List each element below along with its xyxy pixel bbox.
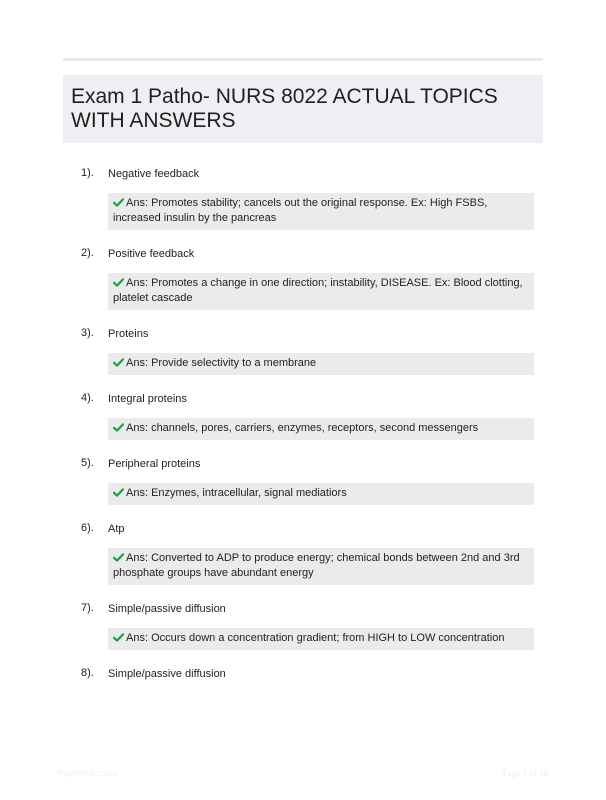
question-item-7 xyxy=(63,601,543,650)
question-text: Simple/passive diffusion xyxy=(108,603,226,615)
answer-text: Ans: Provide selectivity to a membrane xyxy=(126,357,317,369)
checkmark-icon xyxy=(113,358,124,367)
answer-text: Ans: Occurs down a concentration gradient; from HIGH to LOW concentration xyxy=(126,632,505,644)
question-item-1 xyxy=(63,166,543,230)
question-item-5 xyxy=(63,456,543,505)
footer-watermark: Paperfinic.com xyxy=(58,768,118,778)
answer-box xyxy=(108,483,534,505)
question-item-2 xyxy=(63,246,543,310)
top-divider xyxy=(63,58,543,61)
question-number: 8). xyxy=(81,667,94,679)
page-title: Exam 1 Patho- NURS 8022 ACTUAL TOPICS WITH ANSWERS xyxy=(71,85,498,132)
question-item-4 xyxy=(63,391,543,440)
question-text: Negative feedback xyxy=(108,168,200,180)
answer-text: Ans: Promotes stability; cancels out the original response. Ex: High FSBS, increased insulin by the pancreas xyxy=(113,197,488,224)
answer-box xyxy=(108,628,534,650)
checkmark-icon xyxy=(113,488,124,497)
question-text: Simple/passive diffusion xyxy=(108,668,226,680)
checkmark-icon xyxy=(113,198,124,207)
title-banner xyxy=(63,75,543,143)
question-item-6 xyxy=(63,521,543,585)
question-text: Proteins xyxy=(108,328,149,340)
answer-text: Ans: Promotes a change in one direction; instability, DISEASE. Ex: Blood clotting, platelet cascade xyxy=(113,277,523,304)
checkmark-icon xyxy=(113,633,124,642)
answer-text: Ans: Converted to ADP to produce energy; chemical bonds between 2nd and 3rd phosphate groups have abundant energy xyxy=(113,552,520,579)
checkmark-icon xyxy=(113,553,124,562)
answer-box xyxy=(108,418,534,440)
question-text: Positive feedback xyxy=(108,248,195,260)
question-number: 6). xyxy=(81,522,94,534)
checkmark-icon xyxy=(113,278,124,287)
question-list xyxy=(63,166,543,700)
answer-box xyxy=(108,273,534,310)
question-item-3 xyxy=(63,326,543,375)
question-text: Integral proteins xyxy=(108,393,187,405)
question-item-8 xyxy=(63,666,543,684)
question-number: 3). xyxy=(81,327,94,339)
page-number: Page 1 of 18 xyxy=(502,768,548,778)
question-number: 4). xyxy=(81,392,94,404)
question-number: 7). xyxy=(81,602,94,614)
question-number: 1). xyxy=(81,167,94,179)
question-text: Atp xyxy=(108,523,125,535)
answer-box xyxy=(108,548,534,585)
checkmark-icon xyxy=(113,423,124,432)
question-number: 5). xyxy=(81,457,94,469)
answer-text: Ans: channels, pores, carriers, enzymes, receptors, second messengers xyxy=(126,422,479,434)
answer-box xyxy=(108,193,534,230)
question-number: 2). xyxy=(81,247,94,259)
answer-box xyxy=(108,353,534,375)
answer-text: Ans: Enzymes, intracellular, signal mediatiors xyxy=(126,487,347,499)
question-text: Peripheral proteins xyxy=(108,458,201,470)
